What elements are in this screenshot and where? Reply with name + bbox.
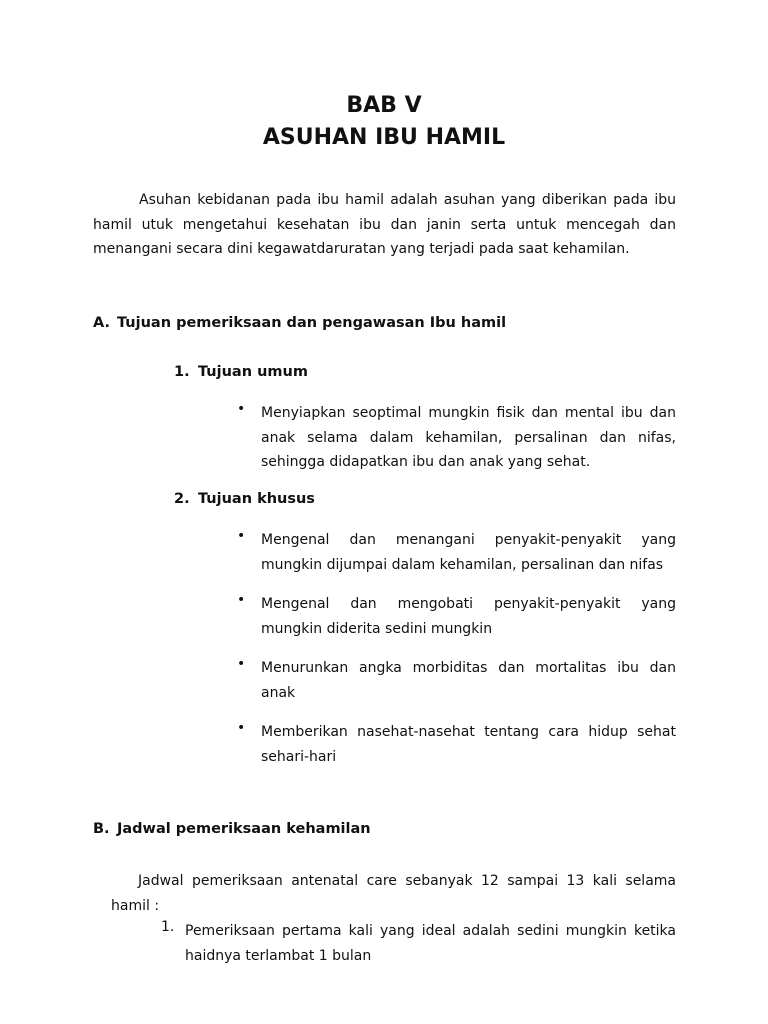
list-item-line: Menurunkan angka morbiditas dan mortalitas ibu dan — [261, 660, 676, 676]
intro-paragraph — [93, 188, 676, 262]
intro-line: menangani secara dini kegawatdaruratan yang terjadi pada saat kehamilan. — [93, 241, 630, 257]
list-item-text — [261, 528, 676, 577]
numbered-item-line: haidnya terlambat 1 bulan — [185, 947, 372, 964]
list-item-line: anak selama dalam kehamilan, persalinan dan nifas, — [261, 429, 676, 446]
list-item — [237, 656, 676, 705]
list-item — [237, 592, 676, 641]
subsection-2-marker: 2. — [174, 491, 190, 507]
bullet-icon: • — [237, 656, 246, 672]
subsection-2-title: Tujuan khusus — [198, 491, 315, 507]
subsection-1-marker: 1. — [174, 364, 190, 380]
chapter-title: ASUHAN IBU HAMIL — [262, 125, 506, 150]
list-item-line: Menyiapkan seoptimal mungkin fisik dan mental ibu dan — [261, 405, 676, 421]
list-item-line: sehari-hari — [261, 748, 337, 765]
list-item-line: Memberikan nasehat-nasehat tentang cara hidup sehat — [261, 724, 676, 740]
section-b-intro-line: Jadwal pemeriksaan antenatal care sebanyak 12 sampai 13 kali selama — [138, 873, 676, 889]
section-b-marker: B. — [93, 821, 110, 837]
list-item-text — [261, 401, 676, 475]
section-a-heading — [93, 315, 506, 331]
chapter-number: BAB V — [346, 93, 422, 118]
subsection-2-heading — [174, 491, 315, 507]
numbered-item-text — [185, 919, 676, 968]
section-b-intro-line: hamil : — [111, 897, 160, 914]
list-item-line: Mengenal dan mengobati penyakit-penyakit yang — [261, 596, 676, 612]
section-b-title: Jadwal pemeriksaan kehamilan — [117, 821, 371, 837]
list-item-text — [261, 656, 676, 705]
subsection-1-heading — [174, 364, 308, 380]
intro-line: Asuhan kebidanan pada ibu hamil adalah asuhan yang diberikan pada ibu — [139, 192, 676, 208]
list-item-line: Mengenal dan menangani penyakit-penyakit yang — [261, 532, 676, 548]
list-item-line: sehingga didapatkan ibu dan anak yang sehat. — [261, 454, 591, 470]
section-b-heading — [93, 821, 371, 837]
section-a-marker: A. — [93, 315, 110, 331]
section-a-title: Tujuan pemeriksaan dan pengawasan Ibu hamil — [117, 315, 507, 331]
subsection-1-title: Tujuan umum — [198, 364, 308, 380]
bullet-icon: • — [237, 720, 246, 736]
list-item — [237, 720, 676, 769]
list-item-text — [261, 720, 676, 769]
numbered-item-line: Pemeriksaan pertama kali yang ideal adalah sedini mungkin ketika — [185, 923, 676, 939]
list-item-text — [261, 592, 676, 641]
list-item-line: mungkin dijumpai dalam kehamilan, persalinan dan nifas — [261, 556, 664, 573]
bullet-icon: • — [237, 401, 246, 417]
list-item — [237, 401, 676, 475]
list-item-line: anak — [261, 684, 296, 701]
bullet-icon: • — [237, 592, 246, 608]
list-item — [237, 528, 676, 577]
section-b-intro — [111, 869, 676, 918]
numbered-item — [161, 919, 676, 968]
intro-line: hamil utuk mengetahui kesehatan ibu dan janin serta untuk mencegah dan — [93, 216, 676, 233]
list-item-line: mungkin diderita sedini mungkin — [261, 620, 493, 637]
numbered-item-marker: 1. — [161, 919, 175, 935]
bullet-icon: • — [237, 528, 246, 544]
